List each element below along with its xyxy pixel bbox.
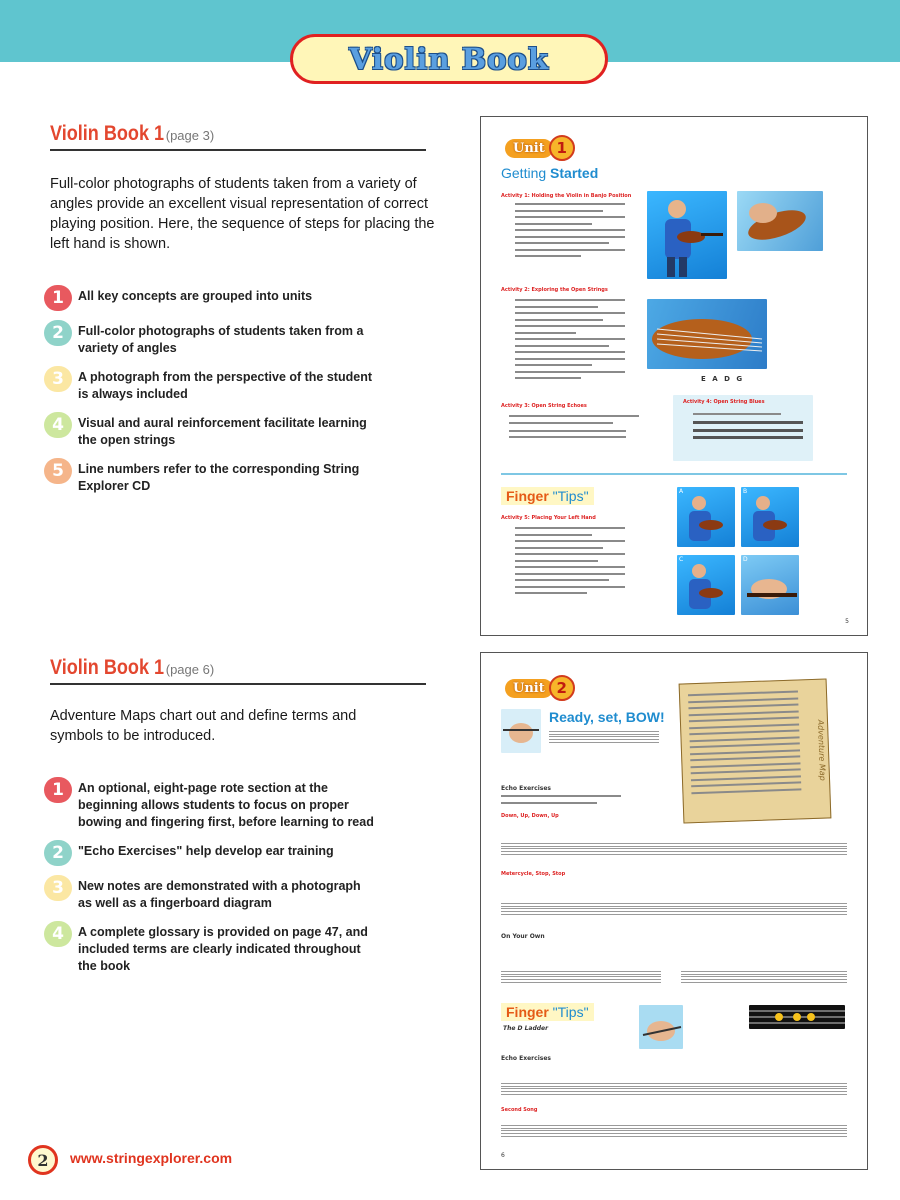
finger-tips-quote: "Tips": [552, 1004, 589, 1020]
feature-item: [44, 323, 374, 357]
finger-tips-heading: [501, 1003, 594, 1021]
exercise-heading: Down, Up, Down, Up: [501, 813, 559, 819]
unit-title-plain: Getting: [501, 165, 547, 181]
feature-text: A photograph from the perspective of the student is always included: [78, 370, 372, 401]
number-badge: 2: [44, 320, 72, 346]
number-badge: 4: [44, 921, 72, 947]
feature-item: [44, 461, 374, 495]
fingerboard-diagram: [749, 1005, 845, 1029]
feature-item: [44, 924, 374, 975]
book-preview-page-6: [480, 652, 868, 1170]
number-badge: 3: [44, 366, 72, 392]
feature-text: Full-color photographs of students taken from a variety of angles: [78, 324, 364, 355]
exercise-heading: Second Song: [501, 1107, 538, 1113]
music-staff: [501, 843, 847, 855]
violin-closeup: [737, 191, 823, 251]
page-number-badge: 2: [28, 1145, 58, 1175]
music-staff: [501, 1083, 847, 1095]
subheading: The D Ladder: [503, 1025, 549, 1032]
photo-label: D: [743, 556, 748, 563]
music-staff: [681, 971, 847, 983]
text-block: [515, 203, 625, 262]
music-staff: [501, 971, 661, 983]
preview-page-number: 5: [845, 618, 849, 625]
strings-photo: [647, 299, 767, 369]
preview-page-number: 6: [501, 1152, 505, 1159]
feature-item: [44, 369, 374, 403]
book-title: Violin Book 1: [50, 122, 165, 145]
photo-label: C: [679, 556, 684, 563]
hand-closeup: [741, 555, 799, 615]
exercise-heading: Metercycle, Stop, Stop: [501, 871, 566, 877]
map-glossary: [688, 690, 802, 798]
number-badge: 1: [44, 777, 72, 803]
text-block: [515, 527, 625, 599]
website-link[interactable]: www.stringexplorer.com: [70, 1150, 233, 1166]
number-badge: 2: [44, 840, 72, 866]
number-badge: 5: [44, 458, 72, 484]
page-title: Violin Book: [349, 42, 549, 76]
finger-tips-heading: [501, 487, 594, 505]
book-page: (page 3): [165, 128, 215, 143]
hand-photo-b: [741, 487, 799, 547]
text-block: [515, 299, 625, 384]
feature-text: "Echo Exercises" help develop ear training: [78, 844, 334, 858]
hand-photo-d: [741, 555, 799, 615]
violinist-figure: [741, 487, 799, 547]
fingerboard-icon: [749, 1005, 845, 1029]
section-heading-2: [50, 656, 426, 685]
unit-title: Ready, set, BOW!: [549, 709, 665, 725]
finger-tips-word: Finger: [506, 488, 549, 504]
feature-list-2: [44, 780, 374, 987]
unit-number: 2: [549, 675, 575, 701]
close-up-photo: [737, 191, 823, 251]
feature-item: [44, 780, 374, 831]
feature-item: [44, 288, 374, 311]
feature-text: An optional, eight-page rote section at the beginning allows students to focus on proper bowing and fingering first, before learning to read: [78, 781, 374, 829]
feature-text: Visual and aural reinforcement facilitate learning the open strings: [78, 416, 367, 447]
feature-text: All key concepts are grouped into units: [78, 289, 313, 303]
feature-item: [44, 843, 374, 866]
book-preview-page-5: [480, 116, 868, 636]
unit-badge: [505, 675, 575, 701]
activity-heading: Activity 1: Holding the Violin in Banjo Position: [501, 193, 632, 199]
title-banner: [290, 34, 608, 84]
section-intro-2: Adventure Maps chart out and define terms and symbols to be introduced.: [50, 708, 357, 744]
text-block: [509, 415, 639, 443]
unit-number: 1: [549, 135, 575, 161]
divider: [501, 473, 847, 475]
text-block: [693, 413, 803, 444]
activity-heading: Activity 5: Placing Your Left Hand: [501, 515, 596, 521]
photo-label: B: [743, 488, 748, 495]
book-page: (page 6): [165, 662, 215, 677]
section-heading-1: [50, 122, 426, 151]
hand-icon: [501, 709, 541, 753]
finger-tips-quote: "Tips": [552, 488, 589, 504]
book-title: Violin Book 1: [50, 656, 165, 679]
section-label: Echo Exercises: [501, 1055, 551, 1062]
finger-photo: [639, 1005, 683, 1049]
violinist-figure: [677, 487, 735, 547]
hand-photo-c: [677, 555, 735, 615]
map-label: Adventure Map: [815, 719, 828, 781]
photo-label: A: [679, 488, 684, 495]
activity-heading: Activity 4: Open String Blues: [683, 399, 765, 405]
number-badge: 1: [44, 285, 72, 311]
music-staff: [501, 1125, 847, 1137]
string-names: E A D G: [701, 375, 745, 383]
unit-label: Unit: [505, 139, 553, 158]
activity-heading: Activity 3: Open String Echoes: [501, 403, 587, 409]
section-label: Echo Exercises: [501, 785, 551, 792]
feature-item: [44, 415, 374, 449]
finger-icon: [639, 1005, 683, 1049]
student-photo: [647, 191, 727, 279]
section-label: On Your Own: [501, 933, 545, 940]
unit-label: Unit: [505, 679, 553, 698]
bow-hold-photo: [501, 709, 541, 753]
feature-text: New notes are demonstrated with a photograph as well as a fingerboard diagram: [78, 879, 361, 910]
music-staff: [501, 903, 847, 915]
music-staff: [549, 731, 659, 743]
activity-heading: Activity 2: Exploring the Open Strings: [501, 287, 608, 293]
number-badge: 4: [44, 412, 72, 438]
finger-tips-word: Finger: [506, 1004, 549, 1020]
violin-strings: [647, 299, 767, 369]
unit-title: [501, 165, 598, 181]
text-block: [501, 795, 621, 808]
feature-text: A complete glossary is provided on page 47, and included terms are clearly indicated throughout the book: [78, 925, 368, 973]
adventure-map: [679, 678, 832, 823]
unit-title-bold: Started: [550, 165, 599, 181]
feature-item: [44, 878, 374, 912]
feature-list-1: [44, 288, 374, 507]
feature-text: Line numbers refer to the corresponding String Explorer CD: [78, 462, 360, 493]
violinist-figure: [647, 191, 727, 279]
section-intro-1: Full-color photographs of students taken from a variety of angles provide an excellent visual representation of correct playing position. Here, the sequence of steps for placing the left hand is shown.: [50, 176, 435, 252]
hand-photo-a: [677, 487, 735, 547]
number-badge: 3: [44, 875, 72, 901]
unit-badge: [505, 135, 575, 161]
activity-4-box: [673, 395, 813, 461]
violinist-figure: [677, 555, 735, 615]
